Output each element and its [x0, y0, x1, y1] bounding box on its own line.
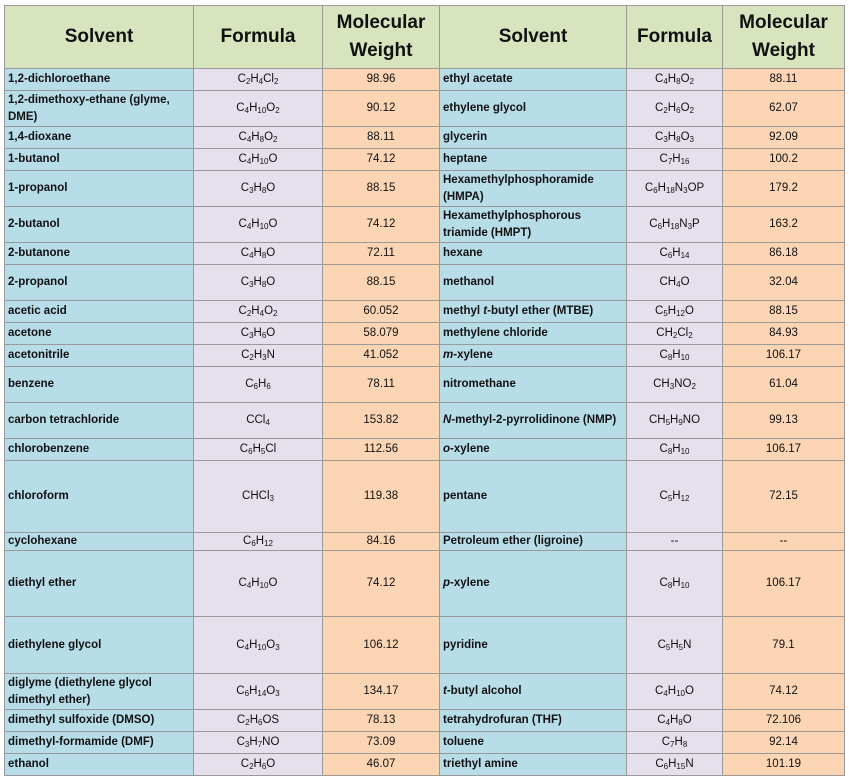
- molecular-weight-left: 88.11: [323, 127, 440, 149]
- solvent-name-right: ethylene glycol: [440, 91, 627, 127]
- formula-left: $C_4H_{10}O$: [194, 207, 323, 243]
- formula-right: $C_4H_8O$: [627, 710, 723, 732]
- formula-left: $C_4H_{10}O_3$: [194, 617, 323, 674]
- header-solvent-right: Solvent: [440, 6, 627, 69]
- formula-right: $CH_4O$: [627, 265, 723, 301]
- solvent-name-right: Hexamethylphosphorous triamide (HMPT): [440, 207, 627, 243]
- solvent-name-right: toluene: [440, 732, 627, 754]
- solvent-name-left: 1,4-dioxane: [5, 127, 194, 149]
- formula-right: $C_5H_{12}$: [627, 461, 723, 533]
- table-row: [5, 732, 845, 754]
- formula-left: $C_2H_4O_2$: [194, 301, 323, 323]
- formula-left: $C_3H_7NO$: [194, 732, 323, 754]
- table-row: [5, 265, 845, 301]
- formula-left: $C_3H_8O$: [194, 171, 323, 207]
- formula-left: $C_6H_6$: [194, 367, 323, 403]
- solvent-name-right: nitromethane: [440, 367, 627, 403]
- molecular-weight-right: 101.19: [723, 754, 845, 776]
- formula-right: $C_7H_8$: [627, 732, 723, 754]
- table-row: [5, 301, 845, 323]
- solvent-name-left: chlorobenzene: [5, 439, 194, 461]
- molecular-weight-left: 106.12: [323, 617, 440, 674]
- solvent-name-right: hexane: [440, 243, 627, 265]
- formula-left: $C_4H_8O_2$: [194, 127, 323, 149]
- molecular-weight-right: 32.04: [723, 265, 845, 301]
- solvent-name-right: heptane: [440, 149, 627, 171]
- table-row: [5, 243, 845, 265]
- solvent-name-right: Hexamethylphosphoramide (HMPA): [440, 171, 627, 207]
- formula-right: $C_6H_{15}N$: [627, 754, 723, 776]
- table-row: [5, 461, 845, 533]
- solvent-name-left: dimethyl-formamide (DMF): [5, 732, 194, 754]
- table-row: [5, 533, 845, 551]
- solvent-name-left: acetic acid: [5, 301, 194, 323]
- solvent-name-right: o-xylene: [440, 439, 627, 461]
- header-mw-left: Molecular Weight: [323, 6, 440, 69]
- solvent-name-left: 1,2-dichloroethane: [5, 69, 194, 91]
- solvent-name-left: 1,2-dimethoxy-ethane (glyme, DME): [5, 91, 194, 127]
- solvent-name-right: ethyl acetate: [440, 69, 627, 91]
- solvent-name-left: chloroform: [5, 461, 194, 533]
- molecular-weight-left: 134.17: [323, 674, 440, 710]
- formula-right: $CH_3NO_2$: [627, 367, 723, 403]
- molecular-weight-right: 92.09: [723, 127, 845, 149]
- solvent-name-left: 2-butanone: [5, 243, 194, 265]
- formula-left: CHCl$_3$: [194, 461, 323, 533]
- table-row: [5, 207, 845, 243]
- table-row: [5, 710, 845, 732]
- solvent-name-right: t-butyl alcohol: [440, 674, 627, 710]
- formula-right: $C_4H_{10}O$: [627, 674, 723, 710]
- formula-left: $C_3H_6O$: [194, 323, 323, 345]
- molecular-weight-left: 98.96: [323, 69, 440, 91]
- formula-left: $C_4H_{10}O$: [194, 551, 323, 617]
- formula-left: $C_4H_{10}O$: [194, 149, 323, 171]
- formula-right: $C_2H_6O_2$: [627, 91, 723, 127]
- molecular-weight-left: 72.11: [323, 243, 440, 265]
- formula-right: $C_8H_{10}$: [627, 551, 723, 617]
- formula-right: $C_6H_{18}N_3OP$: [627, 171, 723, 207]
- header-solvent-left: Solvent: [5, 6, 194, 69]
- molecular-weight-right: 163.2: [723, 207, 845, 243]
- molecular-weight-left: 78.11: [323, 367, 440, 403]
- solvent-name-left: 1-propanol: [5, 171, 194, 207]
- solvent-name-right: methylene chloride: [440, 323, 627, 345]
- formula-left: $C_4H_8O$: [194, 243, 323, 265]
- molecular-weight-right: --: [723, 533, 845, 551]
- solvent-name-left: diethylene glycol: [5, 617, 194, 674]
- molecular-weight-right: 72.15: [723, 461, 845, 533]
- formula-right: $C_3H_8O_3$: [627, 127, 723, 149]
- formula-right: $C_8H_{10}$: [627, 439, 723, 461]
- molecular-weight-right: 179.2: [723, 171, 845, 207]
- formula-right: $CH_5H_9NO$: [627, 403, 723, 439]
- table-row: [5, 551, 845, 617]
- molecular-weight-right: 84.93: [723, 323, 845, 345]
- table-row: [5, 345, 845, 367]
- solvent-name-right: glycerin: [440, 127, 627, 149]
- formula-left: $C_6H_{12}$: [194, 533, 323, 551]
- header-formula-right: Formula: [627, 6, 723, 69]
- table-row: [5, 323, 845, 345]
- solvent-name-left: ethanol: [5, 754, 194, 776]
- solvent-name-right: N-methyl-2-pyrrolidinone (NMP): [440, 403, 627, 439]
- molecular-weight-left: 46.07: [323, 754, 440, 776]
- molecular-weight-left: 119.38: [323, 461, 440, 533]
- solvent-name-right: methyl t-butyl ether (MTBE): [440, 301, 627, 323]
- molecular-weight-right: 88.11: [723, 69, 845, 91]
- solvent-name-left: acetone: [5, 323, 194, 345]
- solvent-name-left: 2-propanol: [5, 265, 194, 301]
- header-row: [5, 6, 845, 69]
- formula-right: $C_7H_{16}$: [627, 149, 723, 171]
- formula-left: $C_2H_3N$: [194, 345, 323, 367]
- formula-right: $C_6H_{18}N_3P$: [627, 207, 723, 243]
- molecular-weight-right: 106.17: [723, 345, 845, 367]
- solvent-name-right: Petroleum ether (ligroine): [440, 533, 627, 551]
- molecular-weight-right: 74.12: [723, 674, 845, 710]
- molecular-weight-left: 153.82: [323, 403, 440, 439]
- molecular-weight-left: 73.09: [323, 732, 440, 754]
- formula-left: $C_2H_6OS$: [194, 710, 323, 732]
- formula-left: $C_2H_6O$: [194, 754, 323, 776]
- solvent-name-left: diglyme (diethylene glycol dimethyl ether): [5, 674, 194, 710]
- molecular-weight-left: 88.15: [323, 171, 440, 207]
- solvent-name-right: pyridine: [440, 617, 627, 674]
- molecular-weight-right: 106.17: [723, 439, 845, 461]
- molecular-weight-right: 79.1: [723, 617, 845, 674]
- formula-left: $C_2H_4Cl_2$: [194, 69, 323, 91]
- solvent-name-left: carbon tetrachloride: [5, 403, 194, 439]
- molecular-weight-left: 112.56: [323, 439, 440, 461]
- table-row: [5, 674, 845, 710]
- molecular-weight-left: 60.052: [323, 301, 440, 323]
- solvent-name-left: benzene: [5, 367, 194, 403]
- table-row: [5, 91, 845, 127]
- molecular-weight-left: 78.13: [323, 710, 440, 732]
- molecular-weight-right: 62.07: [723, 91, 845, 127]
- formula-left: $C_6H_5Cl$: [194, 439, 323, 461]
- solvent-name-left: 2-butanol: [5, 207, 194, 243]
- molecular-weight-left: 88.15: [323, 265, 440, 301]
- formula-right: --: [627, 533, 723, 551]
- solvent-name-left: diethyl ether: [5, 551, 194, 617]
- formula-left: $C_3H_8O$: [194, 265, 323, 301]
- formula-right: $C_4H_8O_2$: [627, 69, 723, 91]
- header-mw-right: Molecular Weight: [723, 6, 845, 69]
- molecular-weight-right: 106.17: [723, 551, 845, 617]
- molecular-weight-right: 99.13: [723, 403, 845, 439]
- table-row: [5, 617, 845, 674]
- solvent-name-left: cyclohexane: [5, 533, 194, 551]
- table-row: [5, 754, 845, 776]
- formula-right: $C_5H_5N$: [627, 617, 723, 674]
- table-row: [5, 439, 845, 461]
- molecular-weight-left: 74.12: [323, 149, 440, 171]
- table-row: [5, 403, 845, 439]
- molecular-weight-right: 88.15: [723, 301, 845, 323]
- formula-right: $CH_2Cl_2$: [627, 323, 723, 345]
- solvent-name-right: m-xylene: [440, 345, 627, 367]
- formula-right: $C_8H_{10}$: [627, 345, 723, 367]
- table-row: [5, 367, 845, 403]
- table-row: [5, 127, 845, 149]
- solvent-name-left: 1-butanol: [5, 149, 194, 171]
- formula-right: $C_6H_{14}$: [627, 243, 723, 265]
- header-formula-left: Formula: [194, 6, 323, 69]
- solvent-name-right: pentane: [440, 461, 627, 533]
- molecular-weight-left: 74.12: [323, 551, 440, 617]
- molecular-weight-right: 100.2: [723, 149, 845, 171]
- solvent-name-left: acetonitrile: [5, 345, 194, 367]
- solvent-name-right: tetrahydrofuran (THF): [440, 710, 627, 732]
- molecular-weight-left: 58.079: [323, 323, 440, 345]
- solvent-name-right: p-xylene: [440, 551, 627, 617]
- molecular-weight-left: 90.12: [323, 91, 440, 127]
- table-row: [5, 149, 845, 171]
- molecular-weight-left: 84.16: [323, 533, 440, 551]
- formula-left: $C_6H_{14}O_3$: [194, 674, 323, 710]
- molecular-weight-left: 41.052: [323, 345, 440, 367]
- solvent-name-left: dimethyl sulfoxide (DMSO): [5, 710, 194, 732]
- molecular-weight-right: 86.18: [723, 243, 845, 265]
- solvent-name-right: methanol: [440, 265, 627, 301]
- solvent-name-right: triethyl amine: [440, 754, 627, 776]
- molecular-weight-right: 61.04: [723, 367, 845, 403]
- solvent-table: [4, 5, 845, 776]
- formula-right: $C_5H_{12}O$: [627, 301, 723, 323]
- table-body: [5, 69, 845, 776]
- molecular-weight-left: 74.12: [323, 207, 440, 243]
- table-row: [5, 69, 845, 91]
- table-row: [5, 171, 845, 207]
- molecular-weight-right: 92.14: [723, 732, 845, 754]
- molecular-weight-right: 72.106: [723, 710, 845, 732]
- formula-left: CCl$_4$: [194, 403, 323, 439]
- formula-left: $C_4H_{10}O_2$: [194, 91, 323, 127]
